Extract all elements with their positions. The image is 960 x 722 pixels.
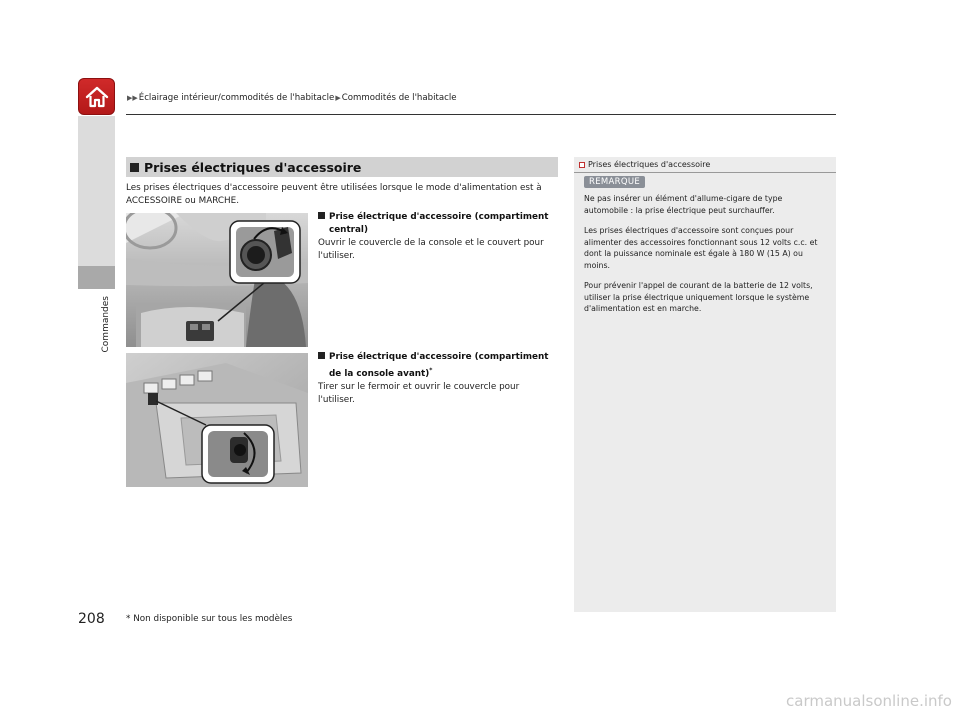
- chapter-label: Commandes: [101, 296, 111, 353]
- subsection-central: [318, 211, 558, 263]
- subsection-square-icon: [318, 352, 325, 359]
- subsection-title-cont: de la console avant)*: [329, 367, 433, 379]
- sidebar-paragraph: Les prises électriques d'accessoire sont conçues pour alimenter des accessoires fonctionnant sous 12 volts c.c. et dont la puissance nominale est égale à 180 W (15 A) ou moins.: [584, 226, 818, 270]
- section-title: Prises électriques d'accessoire: [144, 159, 362, 175]
- sidebar-paragraph: Pour prévenir l'appel de courant de la batterie de 12 volts, utiliser la prise électrique uniquement lorsque le système d'alimentation est en marche.: [584, 281, 813, 313]
- chapter-tab: [78, 116, 115, 266]
- section-heading: [126, 157, 558, 177]
- home-icon: [84, 85, 110, 109]
- page-number: 208: [78, 611, 105, 627]
- subsection-body: Ouvrir le couvercle de la console et le couvert pour l'utiliser.: [318, 238, 544, 261]
- sidebar-text: [584, 193, 824, 324]
- subsection-square-icon: [318, 212, 325, 219]
- breadcrumb: [126, 93, 457, 103]
- subsection-title: Prise électrique d'accessoire (compartiment: [318, 211, 558, 224]
- subsection-title: Prise électrique d'accessoire (compartiment: [318, 351, 558, 364]
- footnote: * Non disponible sur tous les modèles: [126, 614, 293, 624]
- sidebar-paragraph: Ne pas insérer un élément d'allume-cigare de type automobile : la prise électrique peut surchauffer.: [584, 194, 783, 215]
- watermark: carmanualsonline.info: [786, 692, 952, 710]
- header-divider: [126, 114, 836, 115]
- subsection-title-cont: central): [329, 225, 368, 235]
- sidebar-divider: [574, 172, 836, 173]
- breadcrumb-item-1[interactable]: Éclairage intérieur/commodités de l'habitacle: [138, 93, 335, 103]
- breadcrumb-item-2[interactable]: Commodités de l'habitacle: [341, 93, 457, 103]
- notice-badge: REMARQUE: [584, 176, 645, 188]
- home-button[interactable]: [78, 78, 115, 115]
- reference-icon: [579, 162, 585, 168]
- subsection-front: [318, 351, 558, 407]
- section-square-icon: [130, 163, 139, 172]
- breadcrumb-arrow-icon: ▶▶: [127, 94, 138, 102]
- subsection-body: Tirer sur le fermoir et ouvrir le couvercle pour l'utiliser.: [318, 381, 520, 405]
- unavailable-asterisk[interactable]: *: [429, 367, 433, 374]
- breadcrumb-arrow-icon: ▶: [335, 94, 341, 102]
- chapter-tab-marker: [78, 266, 115, 289]
- center-console-outlet-photo: [126, 213, 308, 347]
- notes-sidebar: [574, 157, 836, 612]
- front-console-outlet-photo: [126, 353, 308, 487]
- section-intro: Les prises électriques d'accessoire peuvent être utilisées lorsque le mode d'alimentation est à ACCESSOIRE ou MARCHE.: [126, 183, 542, 206]
- sidebar-title: Prises électriques d'accessoire: [579, 160, 710, 169]
